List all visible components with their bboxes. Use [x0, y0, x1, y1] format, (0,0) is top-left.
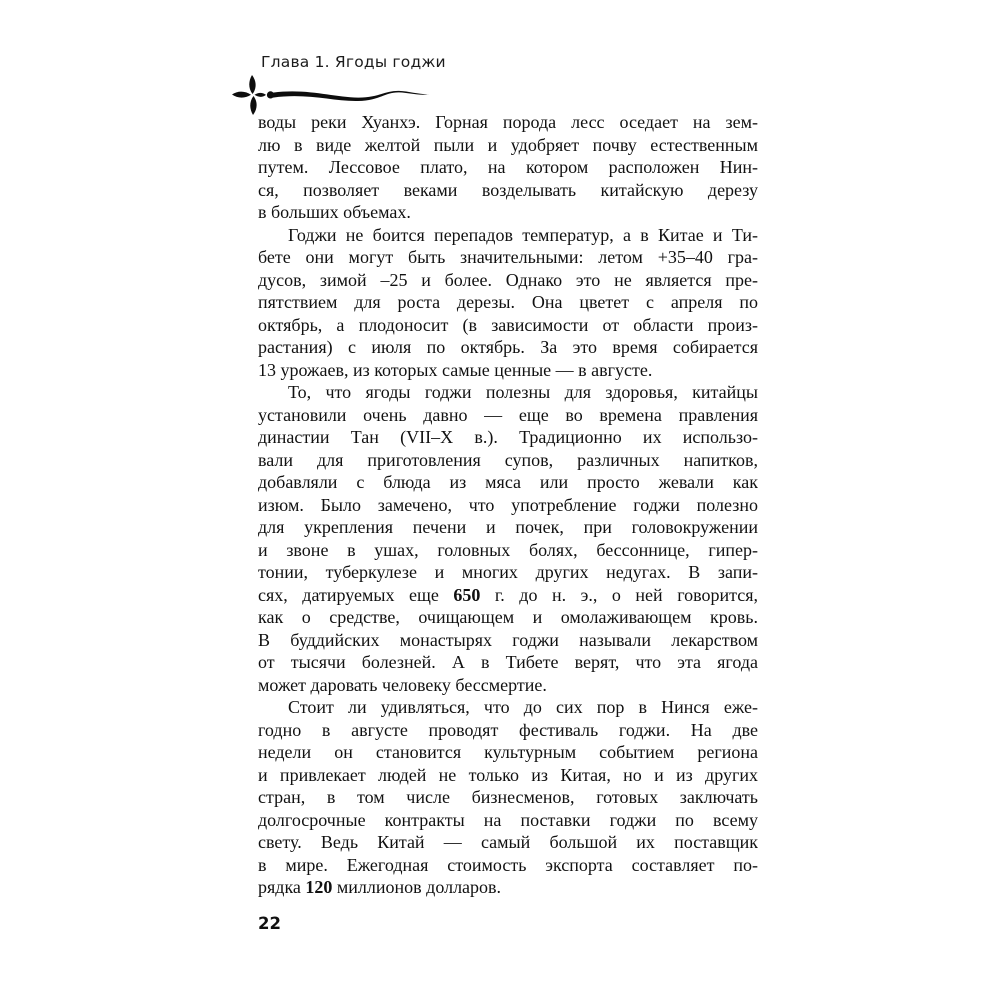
text-line: установили очень давно — еще во времена правления [258, 404, 758, 425]
text-line: в мире. Ежегодная стоимость экспорта составляет по- [258, 854, 758, 875]
text-line: растания) с июля по октябрь. За это время собирается [258, 337, 758, 357]
text-line: Стоит ли удивляться, что до сих пор в Нинся еже- [288, 697, 758, 717]
chapter-running-title: Глава 1. Ягоды годжи [261, 53, 446, 71]
text-line: может даровать человеку бессмертие. [258, 674, 547, 695]
text-line: воды реки Хуанхэ. Горная порода лесс оседает на зем- [258, 112, 758, 132]
paragraph [258, 381, 758, 696]
text-line: и звоне в ушах, головных болях, бессоннице, гипер- [258, 539, 758, 560]
text-line: изюм. Было замечено, что употребление годжи полезно [258, 494, 758, 515]
text-line: вали для приготовления супов, различных напитков, [258, 449, 758, 470]
text-line: бете они могут быть значительными: летом +35–40 гра- [258, 247, 758, 267]
paragraph [258, 111, 758, 224]
text-line: тонии, туберкулезе и многих других недугах. В запи- [258, 562, 758, 582]
page-number: 22 [258, 914, 281, 933]
text-line: В буддийских монастырях годжи называли лекарством [258, 629, 758, 650]
text-line: путем. Лессовое плато, на котором расположен Нин- [258, 157, 758, 177]
text-line: ся, позволяет веками возделывать китайскую дерезу [258, 179, 758, 200]
text-line: годно в августе проводят фестиваль годжи. На две [258, 719, 758, 740]
body-text [258, 111, 758, 899]
text-line: добавляли с блюда из мяса или просто жевали как [258, 472, 758, 492]
text-line: и привлекает людей не только из Китая, но и из других [258, 764, 758, 785]
text-line: рядка 120 миллионов долларов. [258, 877, 502, 897]
text-line: октябрь, а плодоносит (в зависимости от области произ- [258, 314, 758, 335]
text-line: сях, датируемых еще 650 г. до н. э., о ней говорится, [258, 584, 758, 605]
text-line: То, что ягоды годжи полезны для здоровья, китайцы [288, 382, 758, 402]
text-line: свету. Ведь Китай — самый большой их поставщик [258, 832, 758, 852]
text-line: династии Тан (VII–X в.). Традиционно их использо- [258, 427, 758, 447]
paragraph [258, 224, 758, 382]
text-line: для укрепления печени и почек, при головокружении [258, 517, 758, 537]
text-line: лю в виде желтой пыли и удобряет почву естественным [258, 134, 758, 155]
text-line: от тысячи болезней. А в Тибете верят, что эта ягода [258, 652, 758, 672]
text-line: как о средстве, очищающем и омолаживающем кровь. [258, 607, 758, 627]
text-line: стран, в том числе бизнесменов, готовых заключать [258, 787, 758, 807]
paragraph [258, 696, 758, 899]
text-line: 13 урожаев, из которых самые ценные — в августе. [258, 359, 653, 380]
text-line: долгосрочные контракты на поставки годжи по всему [258, 809, 758, 830]
text-line: в больших объемах. [258, 202, 411, 222]
text-line: пятствием для роста дерезы. Она цветет с апреля по [258, 292, 758, 312]
text-line: недели он становится культурным событием региона [258, 742, 758, 762]
text-line: дусов, зимой –25 и более. Однако это не является пре- [258, 269, 758, 290]
text-line: Годжи не боится перепадов температур, а в Китае и Ти- [288, 224, 758, 245]
